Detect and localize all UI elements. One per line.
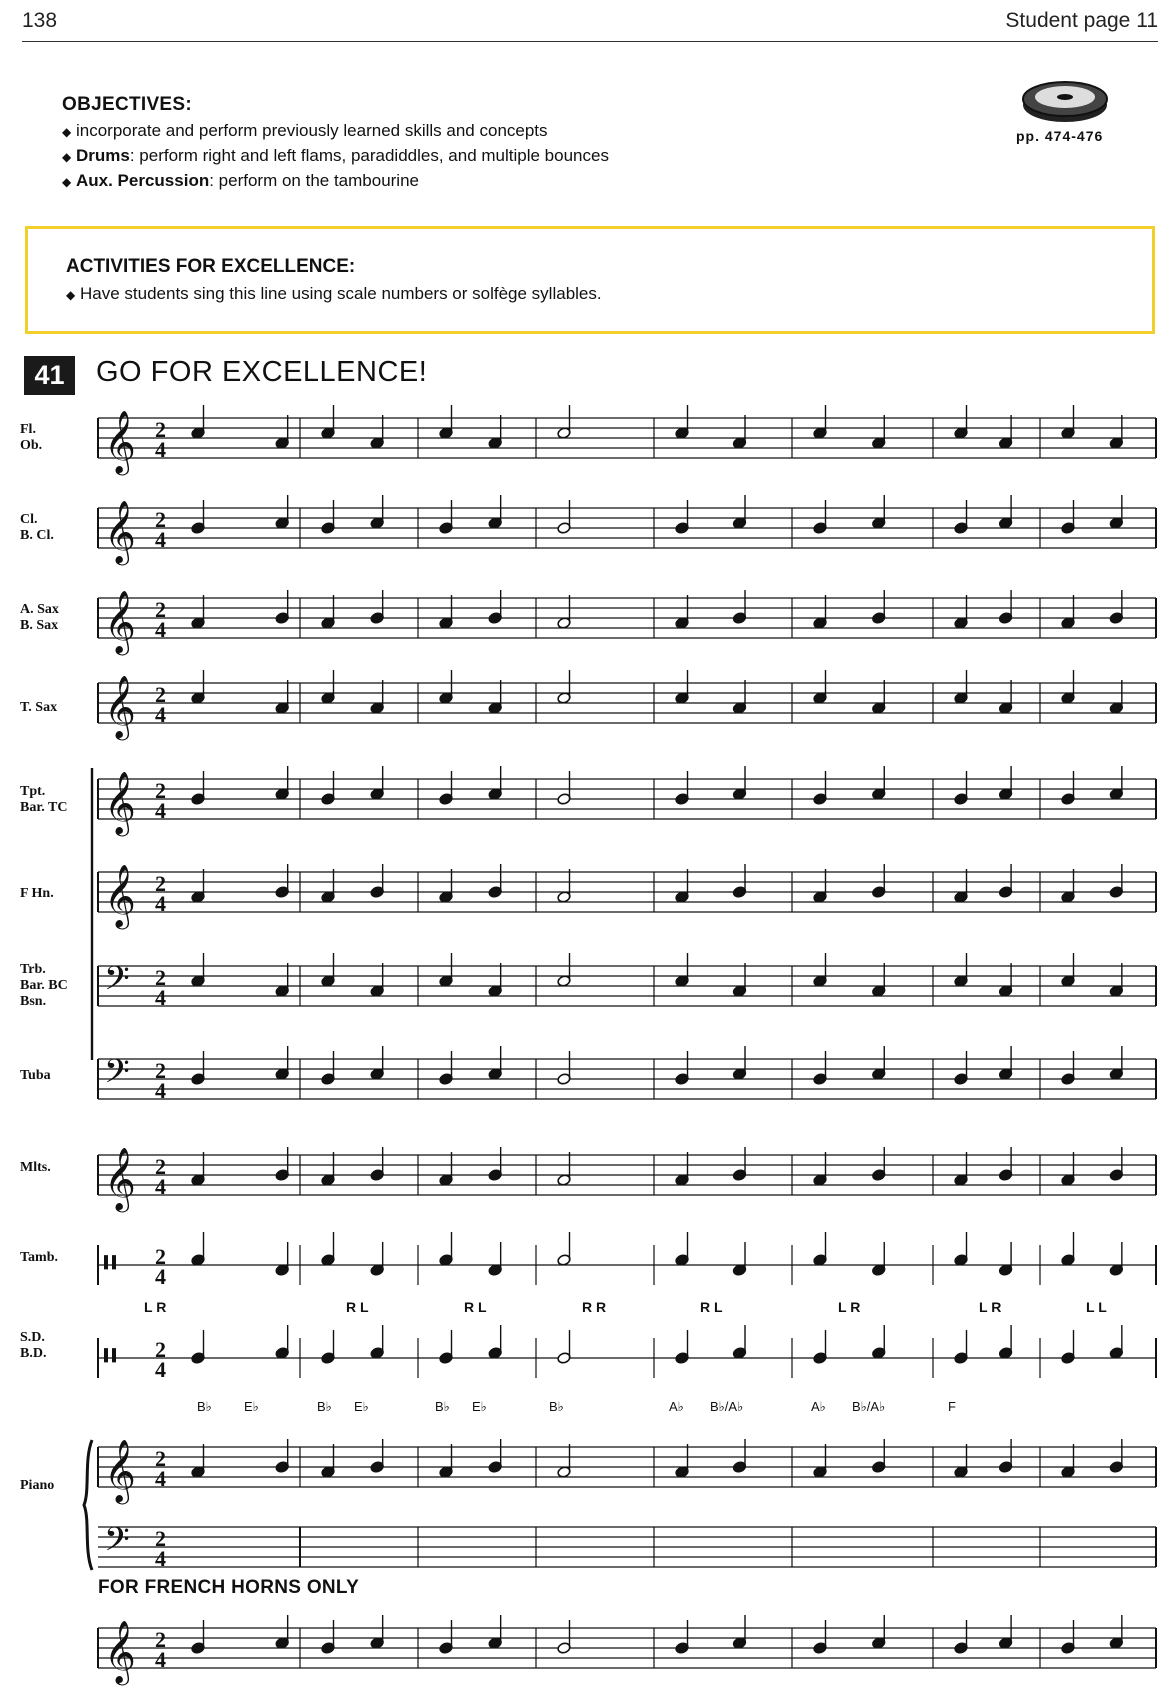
- percussion-clef-icon: 𝄥: [104, 1241, 116, 1287]
- bass-clef-icon: 𝄢: [104, 1521, 130, 1567]
- french-horns-label: FOR FRENCH HORNS ONLY: [98, 1577, 360, 1598]
- time-signature-top: 2: [155, 1526, 166, 1551]
- bass-clef-icon: 𝄢: [104, 1053, 130, 1099]
- treble-clef-icon: 𝄞: [104, 1147, 136, 1210]
- time-signature-top: 2: [155, 1244, 166, 1269]
- time-signature-top: 2: [155, 778, 166, 803]
- disc-page-reference: pp. 474-476: [1016, 128, 1104, 144]
- time-signature-top: 2: [155, 417, 166, 442]
- chord-symbol: B♭: [549, 1399, 564, 1414]
- time-signature-bottom: 4: [155, 527, 166, 552]
- time-signature-top: 2: [155, 507, 166, 532]
- treble-clef-icon: 𝄞: [104, 675, 136, 738]
- instrument-label-line: Tamb.: [20, 1250, 59, 1265]
- time-signature-top: 2: [155, 1154, 166, 1179]
- sticking-label: R L: [700, 1299, 723, 1315]
- piano-brace: [84, 1440, 92, 1570]
- instrument-label: [20, 700, 57, 716]
- instrument-label: [20, 1160, 51, 1176]
- treble-clef-icon: 𝄞: [104, 1439, 136, 1502]
- exercise-number: 41: [24, 356, 75, 395]
- instrument-label: [20, 512, 54, 544]
- time-signature-bottom: 4: [155, 617, 166, 642]
- sticking-label: L R: [979, 1299, 1002, 1315]
- diamond-bullet-icon: ◆: [66, 288, 76, 302]
- time-signature-top: 2: [155, 1337, 166, 1362]
- instrument-label-line: Bsn.: [20, 994, 47, 1009]
- time-signature-top: 2: [155, 597, 166, 622]
- time-signature-top: 2: [155, 1058, 166, 1083]
- percussion-clef-icon: 𝄥: [104, 1334, 116, 1380]
- treble-clef-icon: 𝄞: [104, 500, 136, 563]
- instrument-label: [20, 1250, 58, 1266]
- time-signature-bottom: 4: [155, 1466, 166, 1491]
- instrument-label-line: A. Sax: [20, 602, 59, 617]
- time-signature-bottom: 4: [155, 1078, 166, 1103]
- sticking-label: L R: [838, 1299, 861, 1315]
- chord-symbol: B♭/A♭: [852, 1399, 886, 1414]
- time-signature-bottom: 4: [155, 437, 166, 462]
- chord-symbol: A♭: [811, 1399, 826, 1414]
- chord-symbol: B♭/A♭: [710, 1399, 744, 1414]
- instrument-label-line: Tuba: [20, 1068, 51, 1083]
- time-signature-bottom: 4: [155, 1264, 166, 1289]
- instrument-label-line: F Hn.: [20, 886, 54, 901]
- sticking-label: L R: [144, 1299, 167, 1315]
- instrument-label-line: Ob.: [20, 438, 43, 453]
- instrument-label-line: Piano: [20, 1478, 55, 1493]
- time-signature-bottom: 4: [155, 891, 166, 916]
- instrument-label: [20, 962, 68, 1010]
- instrument-label-line: Trb.: [20, 962, 46, 977]
- instrument-label-line: B.D.: [20, 1346, 47, 1361]
- instrument-label: [20, 784, 67, 816]
- sticking-label: L L: [1086, 1299, 1107, 1315]
- time-signature-bottom: 4: [155, 1357, 166, 1382]
- sticking-label: R L: [346, 1299, 369, 1315]
- treble-clef-icon: 𝄞: [104, 864, 136, 927]
- objective-bullet: ◆ incorporate and perform previously learned skills and concepts: [62, 119, 862, 144]
- instrument-label-line: S.D.: [20, 1330, 45, 1345]
- instrument-label: [20, 1478, 54, 1494]
- chord-symbol: E♭: [354, 1399, 369, 1414]
- activities-title: ACTIVITIES FOR EXCELLENCE:: [66, 256, 356, 277]
- instrument-label: [20, 1068, 51, 1084]
- treble-clef-icon: 𝄞: [104, 410, 136, 473]
- time-signature-bottom: 4: [155, 1647, 166, 1672]
- instrument-label-line: Bar. BC: [20, 978, 68, 993]
- instrument-label-line: Cl.: [20, 512, 38, 527]
- instrument-label-line: B. Sax: [20, 618, 59, 633]
- time-signature-bottom: 4: [155, 1174, 166, 1199]
- instrument-label: [20, 602, 59, 634]
- time-signature-bottom: 4: [155, 985, 166, 1010]
- treble-clef-icon: 𝄞: [104, 771, 136, 834]
- bass-clef-icon: 𝄢: [104, 960, 130, 1006]
- time-signature-top: 2: [155, 965, 166, 990]
- chord-symbol: E♭: [244, 1399, 259, 1414]
- chord-symbol: B♭: [317, 1399, 332, 1414]
- page-number: 138: [22, 9, 58, 32]
- time-signature-top: 2: [155, 1627, 166, 1652]
- instrument-label: [20, 886, 54, 902]
- treble-clef-icon: 𝄞: [104, 1620, 136, 1683]
- instrument-label: [20, 1330, 46, 1362]
- instrument-label-line: Fl.: [20, 422, 36, 437]
- diamond-bullet-icon: ◆: [62, 125, 72, 139]
- chord-symbol: F: [948, 1399, 956, 1414]
- time-signature-top: 2: [155, 682, 166, 707]
- student-page-label: Student page 11: [1005, 9, 1158, 32]
- instrument-label: [20, 422, 42, 454]
- objectives-title: OBJECTIVES:: [62, 94, 192, 115]
- instrument-label-line: Mlts.: [20, 1160, 51, 1175]
- time-signature-top: 2: [155, 871, 166, 896]
- sticking-label: R L: [464, 1299, 487, 1315]
- chord-symbol: B♭: [435, 1399, 450, 1414]
- instrument-label-line: T. Sax: [20, 700, 58, 715]
- time-signature-bottom: 4: [155, 1546, 166, 1571]
- diamond-bullet-icon: ◆: [62, 175, 72, 189]
- instrument-label-line: B. Cl.: [20, 528, 54, 543]
- treble-clef-icon: 𝄞: [104, 590, 136, 653]
- diamond-bullet-icon: ◆: [62, 150, 72, 164]
- time-signature-top: 2: [155, 1446, 166, 1471]
- activities-text: ◆ Have students sing this line using scale numbers or solfège syllables.: [66, 282, 602, 307]
- chord-symbol: E♭: [472, 1399, 487, 1414]
- chord-symbol: B♭: [197, 1399, 212, 1414]
- instrument-label-line: Tpt.: [20, 784, 46, 799]
- time-signature-bottom: 4: [155, 702, 166, 727]
- exercise-title: GO FOR EXCELLENCE!: [96, 356, 428, 388]
- objective-bullet: ◆ Drums: perform right and left flams, paradiddles, and multiple bounces: [62, 144, 862, 169]
- time-signature-bottom: 4: [155, 798, 166, 823]
- chord-symbol: A♭: [669, 1399, 684, 1414]
- sticking-label: R R: [582, 1299, 607, 1315]
- objective-bullet: ◆ Aux. Percussion: perform on the tambourine: [62, 169, 862, 194]
- instrument-label-line: Bar. TC: [20, 800, 68, 815]
